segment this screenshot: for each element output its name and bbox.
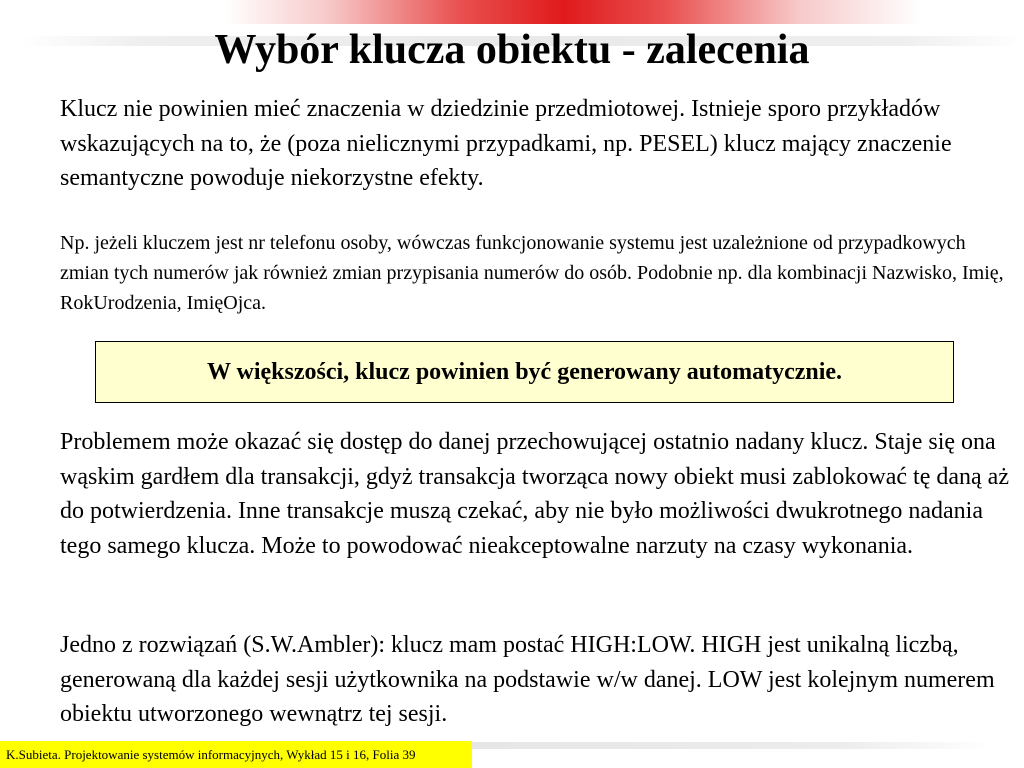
paragraph-key-meaning: Klucz nie powinien mieć znaczenia w dziedzinie przedmiotowej. Istnieje sporo przykładów wskazujących na to, że (poza nielicznymi przypadkami, np. PESEL) klucz mający znaczenie semantyczne powoduje niekorzystne efekty. [60, 96, 952, 191]
callout-box [95, 341, 954, 403]
paragraph-example: Np. jeżeli kluczem jest nr telefonu osoby, wówczas funkcjonowanie systemu jest uzależnione od przypadkowych zmian tych numerów jak również zmian przypisania numerów do osób. Podobnie np. dla kombinacji Nazwisko, Imię, RokUrodzenia, ImięOjca. [60, 232, 1004, 314]
slide-title: Wybór klucza obiektu - zalecenia [214, 27, 810, 73]
callout-text: W większości, klucz powinien być generowany automatycznie. [206, 358, 843, 385]
footer-rule [472, 742, 994, 749]
paragraph-solution: Jedno z rozwiązań (S.W.Ambler): klucz mam postać HIGH:LOW. HIGH jest unikalną liczbą, generowaną dla każdej sesji użytkownika na podstawie w/w danej. LOW jest kolejnym numerem obiektu utworzonego wewnątrz tej sesji. [60, 632, 995, 727]
footer-caption: K.Subieta. Projektowanie systemów informacyjnych, Wykład 15 i 16, Folia 39 [0, 741, 472, 768]
top-gradient-band [0, 0, 1024, 24]
paragraph-bottleneck: Problemem może okazać się dostęp do danej przechowującej ostatnio nadany klucz. Staje się ona wąskim gardłem dla transakcji, gdyż transakcja tworząca nowy obiekt musi zablokować tę daną aż do potwierdzenia. Inne transakcje muszą czekać, aby nie było możliwości dwukrotnego nadania tego samego klucza. Może to powodować nieakceptowalne narzuty na czasy wykonania. [60, 429, 1009, 559]
